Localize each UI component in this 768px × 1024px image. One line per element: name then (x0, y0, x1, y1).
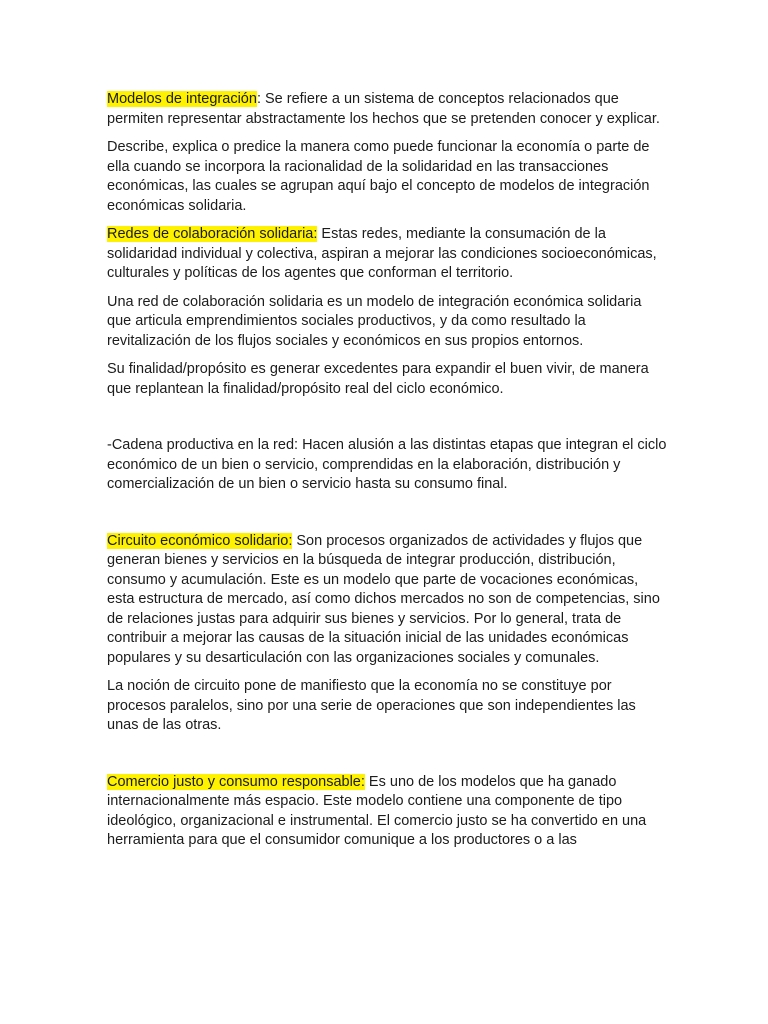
paragraph-text: Es uno de los modelos que ha ganado internacionalmente más espacio. Este modelo contiene una componente de tipo ideológico, organizacional e instrumental. El comercio justo se ha convertido en una herramienta para que el consumidor comunique a los productores o a las (107, 773, 647, 848)
paragraph-text: Su finalidad/propósito es generar excedentes para expandir el buen vivir, de manera que replantean la finalidad/propósito real del ciclo económico. (107, 361, 649, 397)
paragraph-circuito-economico (107, 532, 667, 669)
highlighted-term: Circuito económico solidario: (107, 532, 293, 549)
highlighted-term: Modelos de integración (107, 91, 257, 107)
highlighted-term: Comercio justo y consumo responsable: (107, 773, 365, 790)
paragraph-comercio-justo (107, 773, 667, 851)
paragraph-text: -Cadena productiva en la red: Hacen alusión a las distintas etapas que integran el ciclo económico de un bien o servicio, comprendidas en la elaboración, distribución y comercialización de un bien o servicio hasta su consumo final. (107, 437, 667, 492)
paragraph-text: Son procesos organizados de actividades y flujos que generan bienes y servicios en la búsqueda de integrar producción, distribución, consumo y acumulación. Este es un modelo que parte de vocaciones económicas, esta estructura de mercado, así como dichos mercados no son de competencias, sino de relaciones justas para adquirir sus bienes y servicios. Por lo general, trata de contribuir a mejorar las causas de la situación inicial de las unidades económicas populares y su desarticulación con las organizaciones sociales y comunales. (107, 532, 660, 666)
paragraph-describe (107, 138, 667, 216)
paragraph-red-definicion (107, 293, 667, 352)
highlighted-term: Redes de colaboración solidaria: (107, 226, 318, 242)
paragraph-finalidad (107, 360, 667, 399)
paragraph-nocion-circuito (107, 677, 667, 736)
paragraph-text: Una red de colaboración solidaria es un modelo de integración económica solidaria que articula emprendimientos sociales productivos, y da como resultado la revitalización de los flujos sociales y económicos en sus propios entornos. (107, 293, 642, 349)
paragraph-redes-colaboracion (107, 225, 667, 284)
paragraph-text: La noción de circuito pone de manifiesto que la economía no se constituye por procesos paralelos, sino por una serie de operaciones que son independientes las unas de las otras. (107, 678, 636, 733)
paragraph-modelos-integracion (107, 90, 667, 129)
paragraph-cadena-productiva (107, 436, 667, 495)
paragraph-text: Describe, explica o predice la manera como puede funcionar la economía o parte de ella cuando se incorpora la racionalidad de la solidaridad en las transacciones económicas, las cuales se agrupan aquí bajo el concepto de modelos de integración económicas solidaria. (107, 139, 650, 214)
paragraph-text: : Se refiere a un sistema de conceptos relacionados que permiten representar abstractamente los hechos que se pretenden conocer y explicar. (107, 91, 660, 127)
document-page (107, 90, 667, 860)
paragraph-text: Estas redes, mediante la consumación de la solidaridad individual y colectiva, aspiran a mejorar las condiciones socioeconómicas, culturales y políticas de los agentes que conforman el territorio. (107, 226, 657, 281)
